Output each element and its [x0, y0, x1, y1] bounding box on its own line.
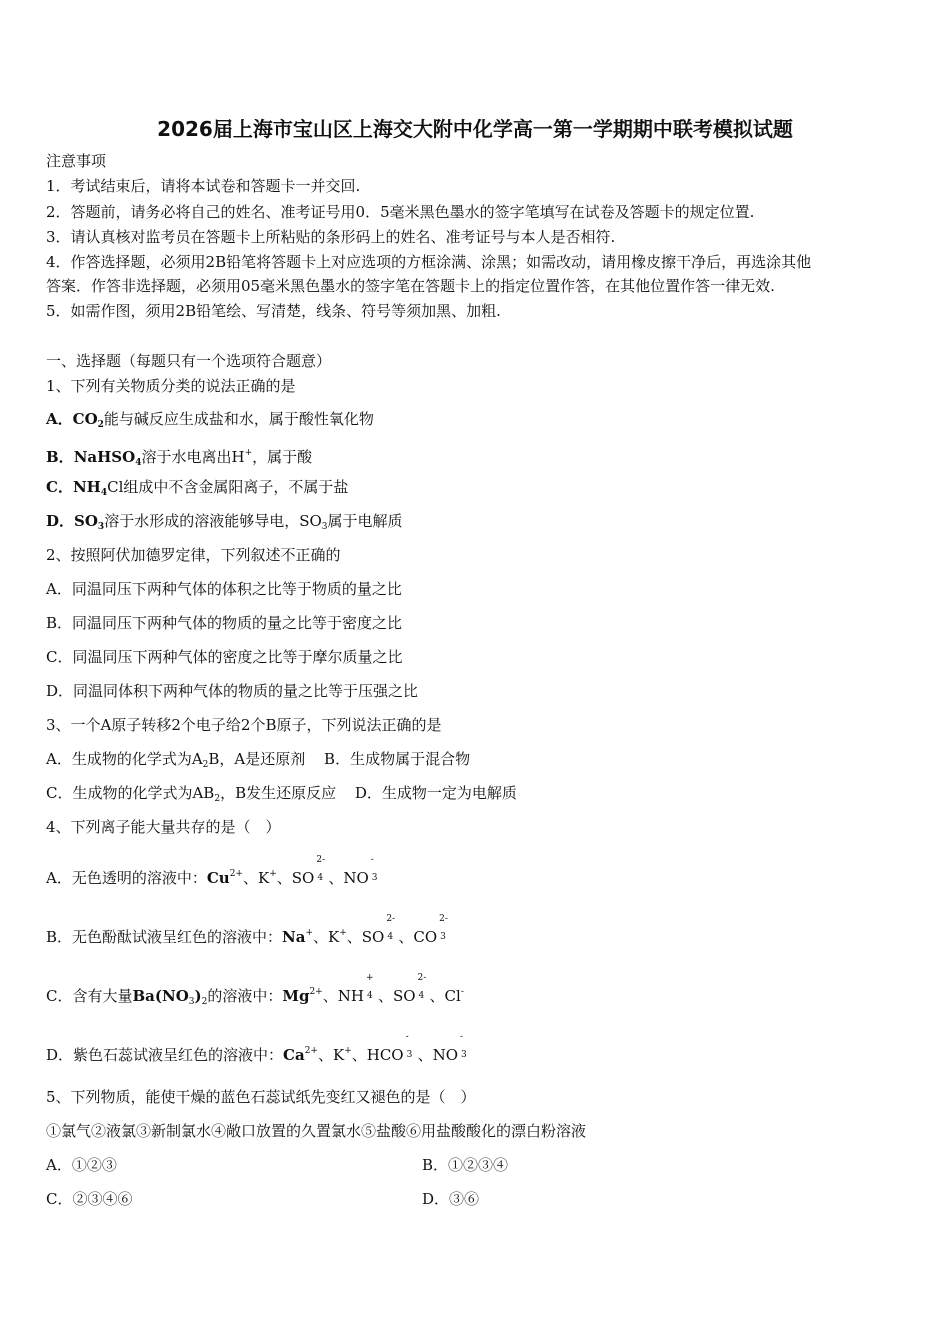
section-heading: 一、选择题（每题只有一个选项符合题意）	[46, 352, 332, 370]
option-b: B．NaHSO$_4$溶于水电离出H+，属于酸	[46, 448, 313, 468]
option-label: C．	[46, 478, 73, 496]
notice-item: 2．答题前，请务必将自己的姓名、准考证号用0．5毫米黑色墨水的签字笔填写在试卷及答题卡的规定位置.	[46, 203, 755, 221]
question-stem: 1、下列有关物质分类的说法正确的是	[46, 377, 296, 395]
option-a: A．①②③	[46, 1156, 117, 1174]
notice-item: 答案．作答非选择题，必须用05毫米黑色墨水的签字笔在答题卡上的指定位置作答，在其他位置作答一律无效.	[46, 277, 775, 295]
option-d: D．紫色石蕊试液呈红色的溶液中：$Ca^{2+}$、K+、HCO - 3 、NO - 3	[46, 1032, 467, 1064]
option-a: A．生成物的化学式为$A_2B$，A是还原剂	[46, 750, 306, 770]
notice-item: 4．作答选择题，必须用2B铅笔将答题卡上对应选项的方框涂满、涂黑；如需改动，请用橡皮擦干净后，再选涂其他	[46, 253, 812, 271]
option-label: B．	[46, 448, 74, 466]
question-stem: 5、下列物质，能使干燥的蓝色石蕊试纸先变红又褪色的是（ ）	[46, 1088, 476, 1106]
option-c: C．含有大量$Ba(NO_3)_2$的溶液中：$Mg^{2+}$、NH + 4 、SO 2- 4 、Cl-	[46, 973, 464, 1007]
notice-item: 5．如需作图，须用2B铅笔绘、写清楚，线条、符号等须加黑、加粗.	[46, 302, 501, 320]
option-b: B．无色酚酞试液呈红色的溶液中：Na+、K+、SO 2- 4 、CO 2- 3	[46, 914, 448, 946]
question-stem: 3、一个A原子转移2个电子给2个B原子，下列说法正确的是	[46, 716, 442, 734]
option-b: B．①②③④	[422, 1156, 509, 1174]
option-d: D．③⑥	[422, 1190, 480, 1208]
page-title: 2026届上海市宝山区上海交大附中化学高一第一学期期中联考模拟试题	[157, 117, 793, 141]
option-c: C．②③④⑥	[46, 1190, 133, 1208]
question-items: ①氯气②液氯③新制氯水④敞口放置的久置氯水⑤盐酸⑥用盐酸酸化的漂白粉溶液	[46, 1122, 587, 1140]
notice-item: 1．考试结束后，请将本试卷和答题卡一并交回.	[46, 177, 361, 195]
question-stem: 4、下列离子能大量共存的是（ ）	[46, 818, 281, 836]
option-row	[46, 783, 517, 809]
option-c: C．$NH_4Cl$组成中不含金属阳离子，不属于盐	[46, 478, 349, 498]
option-b: B．生成物属于混合物	[324, 750, 471, 768]
option-a: A．同温同压下两种气体的体积之比等于物质的量之比	[46, 580, 402, 598]
option-d: D．同温同体积下两种气体的物质的量之比等于压强之比	[46, 682, 419, 700]
option-c: C．生成物的化学式为$AB_2$，B发生还原反应	[46, 784, 337, 804]
option-b: B．同温同压下两种气体的物质的量之比等于密度之比	[46, 614, 403, 632]
notice-heading: 注意事项	[46, 152, 107, 170]
option-row	[46, 1189, 906, 1209]
option-d: D．生成物一定为电解质	[354, 784, 517, 802]
option-a: A．无色透明的溶液中：$Cu^{2+}$、K+、SO 2- 4 、NO - 3	[46, 855, 378, 887]
option-label: D．	[46, 512, 75, 530]
notice-item: 3．请认真核对监考员在答题卡上所粘贴的条形码上的姓名、准考证号与本人是否相符.	[46, 228, 616, 246]
option-d: D．$SO_3$溶于水形成的溶液能够导电，$SO_3$属于电解质	[46, 512, 403, 532]
option-label: A．	[46, 410, 73, 428]
option-row	[46, 1155, 906, 1175]
option-a: A．$CO_2$能与碱反应生成盐和水，属于酸性氧化物	[46, 410, 374, 430]
question-stem: 2、按照阿伏加德罗定律，下列叙述不正确的	[46, 546, 341, 564]
option-row	[46, 749, 470, 775]
option-c: C．同温同压下两种气体的密度之比等于摩尔质量之比	[46, 648, 403, 666]
